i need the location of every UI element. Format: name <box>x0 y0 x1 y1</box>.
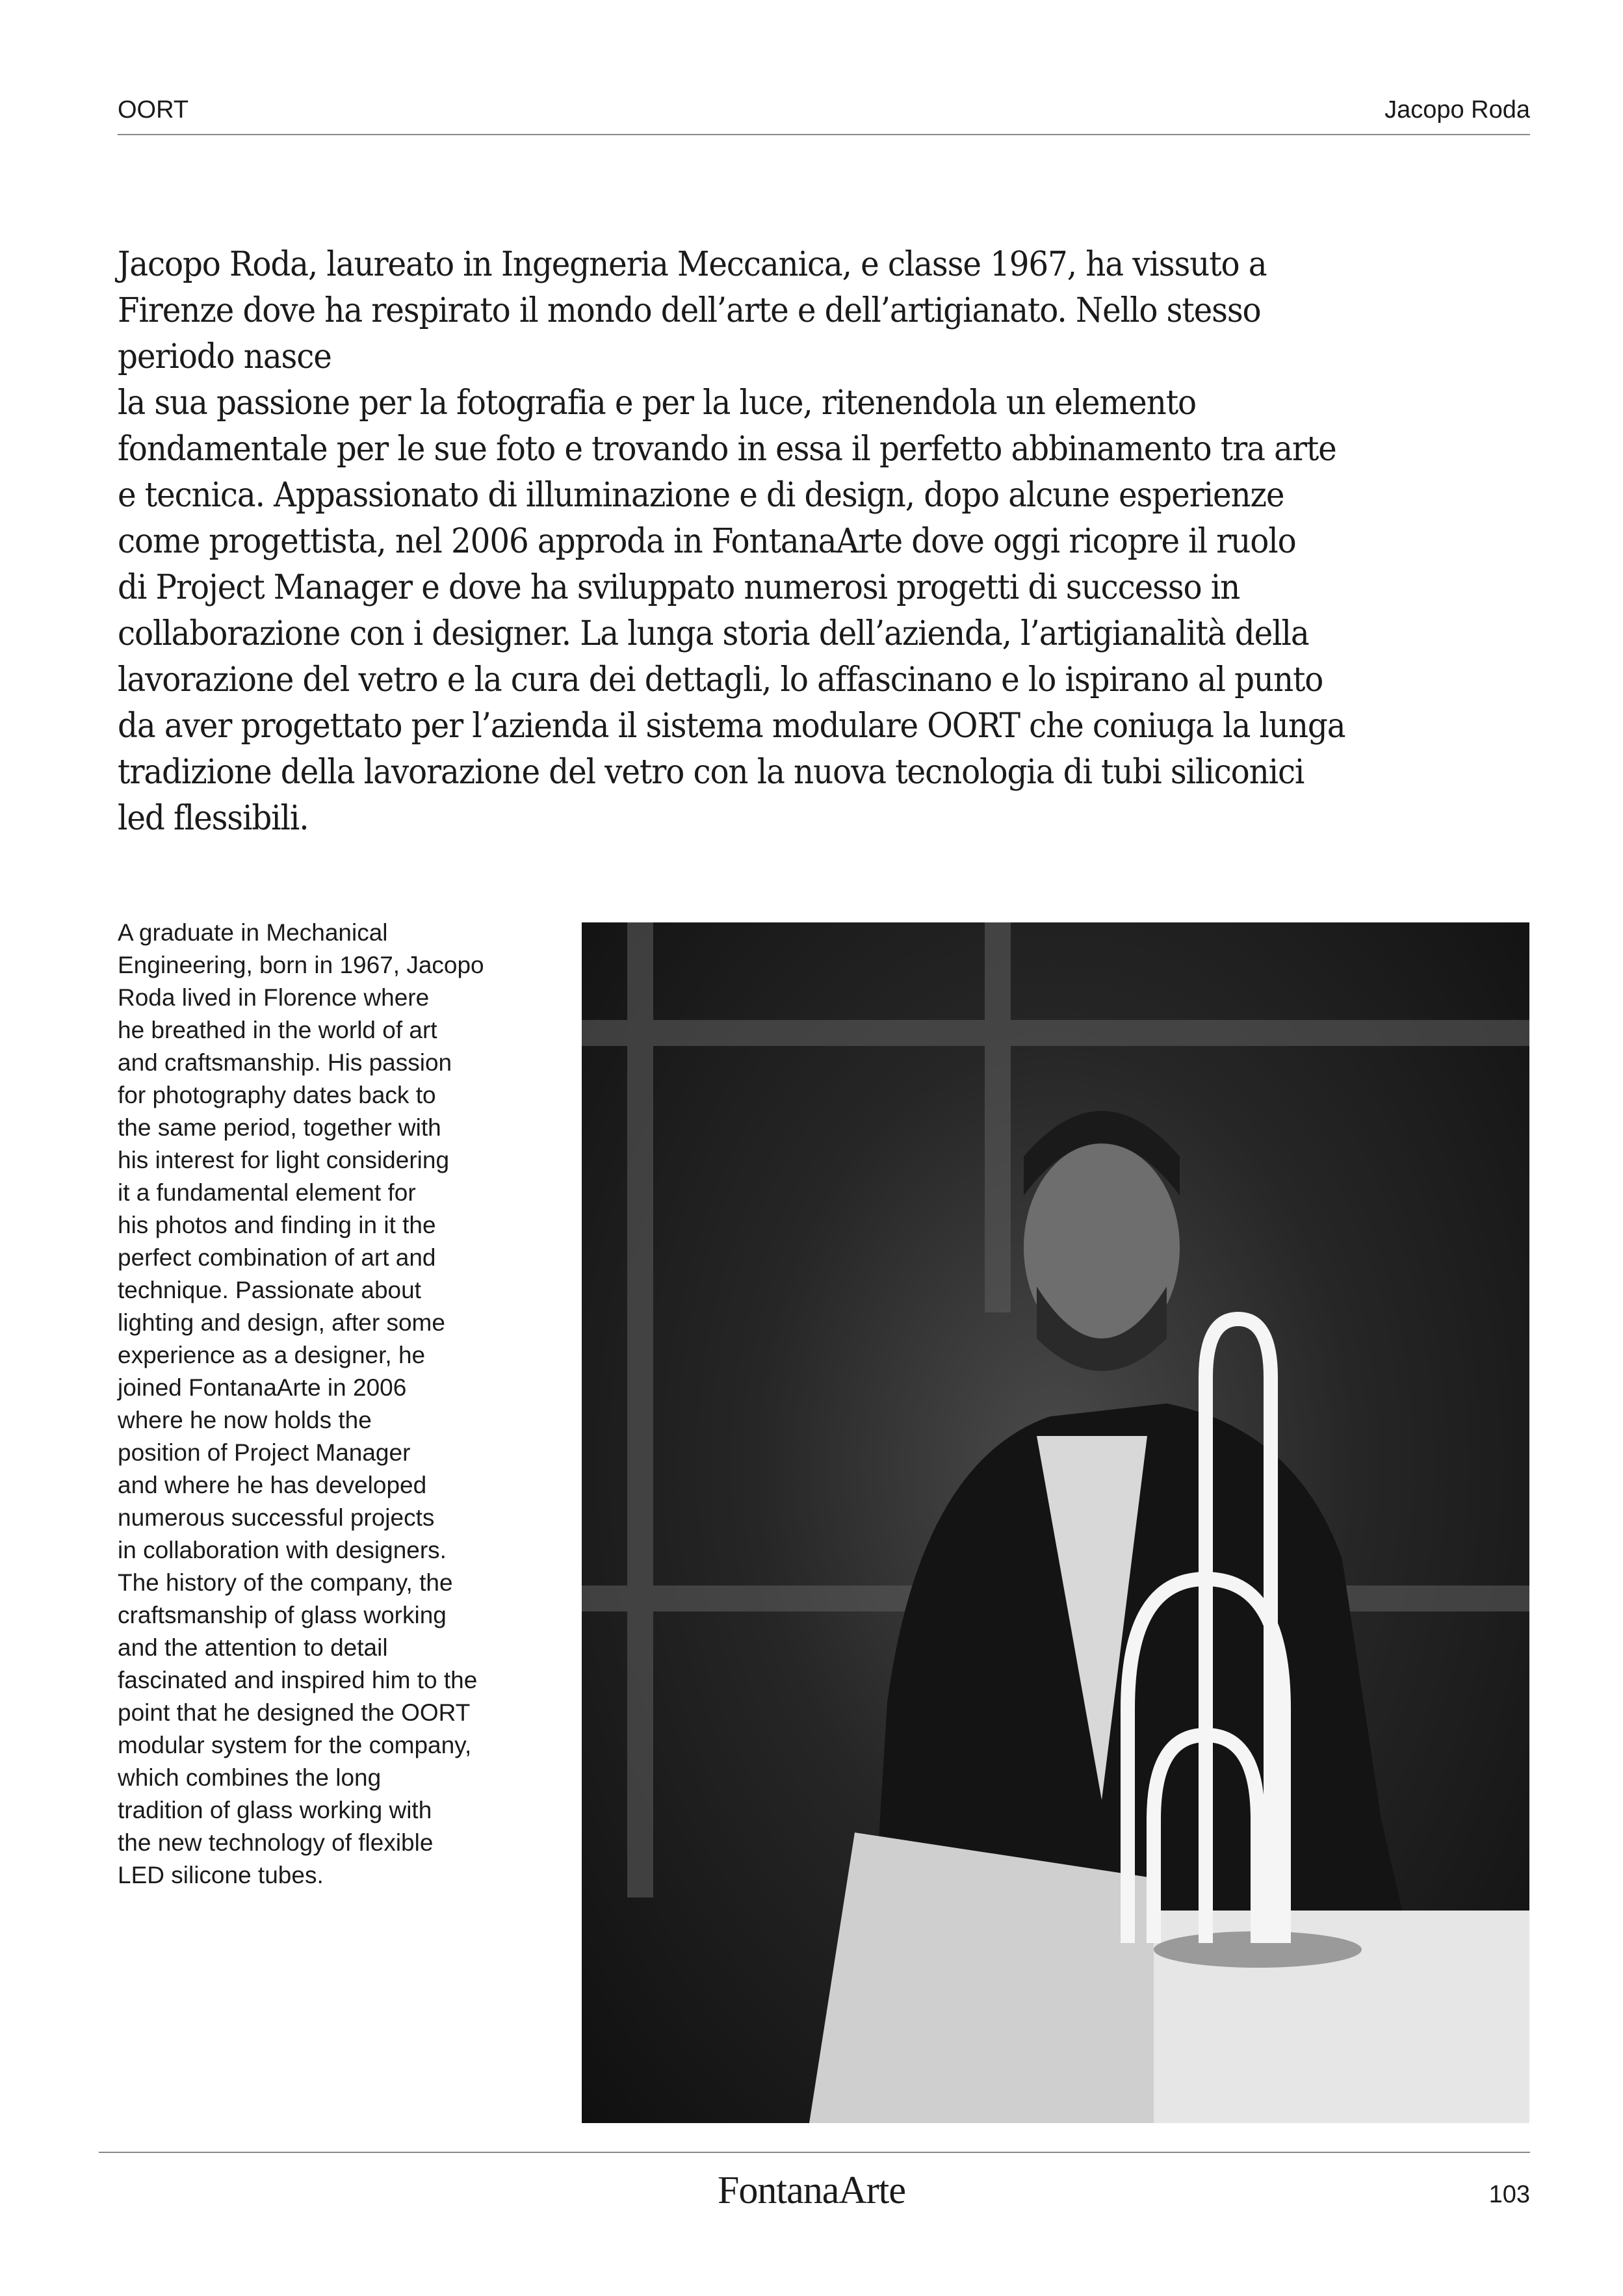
italian-text-line: la sua passione per la fotografia e per la luce, ritenendola un elemento <box>118 384 1197 423</box>
italian-text-line: di Project Manager e dove ha sviluppato numerosi progetti di successo in <box>118 568 1240 607</box>
section-title: OORT <box>118 96 189 124</box>
english-text-line: point that he designed the OORT <box>118 1699 471 1726</box>
english-text-line: position of Project Manager <box>118 1439 411 1466</box>
english-text-line: for photography dates back to <box>118 1082 436 1108</box>
english-text-line: it a fundamental element for <box>118 1179 416 1206</box>
english-text-line: Roda lived in Florence where <box>118 984 430 1011</box>
english-text-line: his interest for light considering <box>118 1147 450 1173</box>
english-text-line: and where he has developed <box>118 1472 427 1498</box>
italian-text-line: Jacopo Roda, laureato in Ingegneria Meccanica, e classe 1967, ha vissuto a <box>118 245 1267 284</box>
english-text-line: modular system for the company, <box>118 1732 472 1758</box>
italian-text-line: come progettista, nel 2006 approda in FontanaArte dove oggi ricopre il ruolo <box>118 522 1296 561</box>
english-text-line: technique. Passionate about <box>118 1277 421 1303</box>
english-text-line: A graduate in Mechanical <box>118 919 388 946</box>
italian-text-line: lavorazione del vetro e la cura dei dettagli, lo affascinano e lo ispirano al punto <box>118 660 1323 699</box>
italian-text-line: da aver progettato per l’azienda il sistema modulare OORT che coniuga la lunga <box>118 707 1345 746</box>
english-text-line: and craftsmanship. His passion <box>118 1049 452 1076</box>
italian-text-line: tradizione della lavorazione del vetro con la nuova tecnologia di tubi siliconici <box>118 753 1305 792</box>
english-text-line: perfect combination of art and <box>118 1244 436 1271</box>
portrait-photo-illustration <box>582 922 1529 2123</box>
english-text-line: his photos and finding in it the <box>118 1212 436 1238</box>
english-text-line: fascinated and inspired him to the <box>118 1667 478 1693</box>
italian-text-line: fondamentale per le sue foto e trovando in essa il perfetto abbinamento tra arte <box>118 430 1336 469</box>
portrait-photo <box>582 922 1529 2123</box>
english-text-line: Engineering, born in 1967, Jacopo <box>118 952 484 978</box>
italian-paragraph <box>118 242 1448 842</box>
english-text-line: he breathed in the world of art <box>118 1017 437 1043</box>
english-text-line: the same period, together with <box>118 1114 441 1141</box>
italian-text-line: Firenze dove ha respirato il mondo dell’arte e dell’artigianato. Nello stesso <box>118 291 1261 330</box>
english-text-line: experience as a designer, he <box>118 1342 426 1368</box>
english-text-line: which combines the long <box>118 1764 382 1791</box>
english-text-line: the new technology of flexible <box>118 1829 434 1856</box>
english-text-line: joined FontanaArte in 2006 <box>118 1374 407 1401</box>
italian-text-line: collaborazione con i designer. La lunga storia dell’azienda, l’artigianalità della <box>118 614 1309 653</box>
italian-text-line: periodo nasce <box>118 337 331 376</box>
brand-logo: FontanaArte <box>718 2169 905 2211</box>
english-text-line: The history of the company, the <box>118 1569 453 1596</box>
english-text-line: and the attention to detail <box>118 1634 388 1661</box>
english-text-line: where he now holds the <box>118 1407 372 1433</box>
italian-text-line: led flessibili. <box>118 799 309 838</box>
page-number: 103 <box>1488 2181 1530 2208</box>
english-text-line: lighting and design, after some <box>118 1309 445 1336</box>
footer-divider <box>99 2152 1530 2153</box>
english-text-line: craftsmanship of glass working <box>118 1602 447 1628</box>
author-name: Jacopo Roda <box>1384 96 1530 124</box>
english-paragraph <box>118 917 547 1892</box>
english-text-line: in collaboration with designers. <box>118 1537 447 1563</box>
english-text-line: LED silicone tubes. <box>118 1862 324 1888</box>
header-divider <box>118 134 1530 135</box>
english-text-line: tradition of glass working with <box>118 1797 432 1823</box>
english-text-line: numerous successful projects <box>118 1504 435 1531</box>
italian-text-line: e tecnica. Appassionato di illuminazione e di design, dopo alcune esperienze <box>118 476 1284 515</box>
